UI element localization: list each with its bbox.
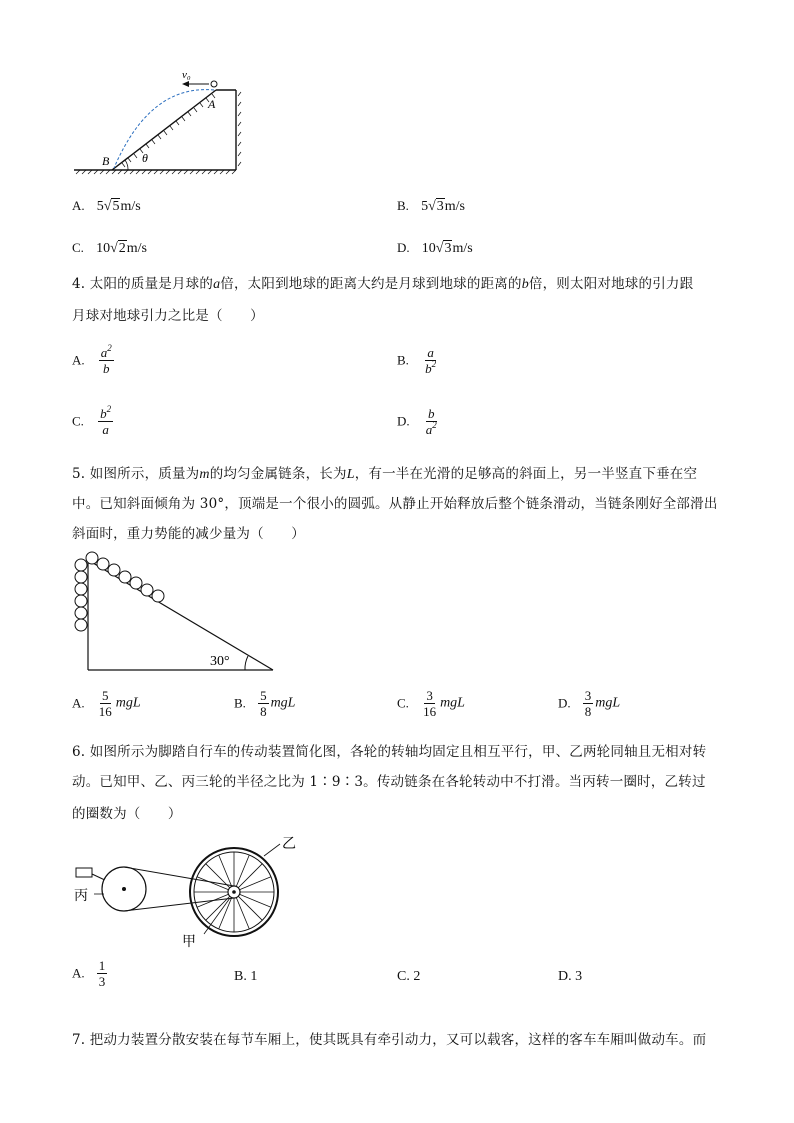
angle-label: θ: [142, 151, 148, 165]
q6-option-b[interactable]: B. 1: [234, 969, 258, 984]
q6-option-a[interactable]: A. $\frac{1}{3}$: [72, 958, 106, 989]
q6-stem-line3: 的圈数为（ ）: [72, 806, 182, 822]
q5-option-c[interactable]: C. $\frac{3}{16}$ mgL: [397, 688, 465, 719]
q5-stem-line3: 斜面时，重力势能的减少量为（ ）: [72, 526, 305, 542]
q4-option-c[interactable]: C. $\frac{b^2}{a}$: [72, 404, 112, 437]
ball: [211, 81, 217, 87]
angle-arc: [125, 160, 128, 170]
q3-option-c[interactable]: C. 10√2m/s: [72, 240, 147, 256]
q3-option-b[interactable]: B. 5√3m/s: [397, 198, 465, 214]
point-a-label: A: [208, 97, 216, 111]
q4-option-d[interactable]: D. $\frac{b}{a^2}$: [397, 406, 437, 437]
q5-stem-line1: 5. 如图所示，质量为m的均匀金属链条，长为L，有一半在光滑的足够高的斜面上，另一半竖直下垂在空: [72, 466, 698, 482]
q6-option-c[interactable]: C. 2: [397, 969, 421, 984]
q7-stem-line1: 7. 把动力装置分散安装在每节车厢上，使其既具有牵引动力，又可以载客，这样的客车车厢叫做动车。而: [72, 1032, 707, 1048]
q4-stem-line2: 月球对地球引力之比是（ ）: [72, 308, 264, 324]
q5-stem-line2: 中。已知斜面倾角为 30°，顶端是一个很小的圆弧。从静止开始释放后整个链条滑动，当链条刚好全部滑出: [72, 496, 718, 512]
angle-label: 30°: [210, 654, 230, 669]
ground: [74, 170, 236, 174]
projectile-incline-figure: [70, 66, 250, 178]
q3-option-d[interactable]: D. 10√3m/s: [397, 240, 473, 256]
q3-option-a[interactable]: A. 5√5m/s: [72, 198, 141, 214]
chain-incline-figure: [70, 550, 280, 675]
q5-option-d[interactable]: D. $\frac{3}{8}$ mgL: [558, 688, 621, 719]
q5-option-b[interactable]: B. $\frac{5}{8}$ mgL: [234, 688, 296, 719]
q6-stem-line2: 动。已知甲、乙、丙三轮的半径之比为 1∶9∶3。传动链条在各轮转动中不打滑。当丙转一圈时，乙转过: [72, 774, 706, 790]
label-yi: 乙: [282, 836, 296, 852]
q4-option-b[interactable]: B. $\frac{a}{b^2}$: [397, 345, 437, 376]
q4-stem-line1: 4. 太阳的质量是月球的a倍，太阳到地球的距离大约是月球到地球的距离的b倍，则太阳对地球的引力跟: [72, 276, 694, 292]
q4-option-a[interactable]: A. $\frac{a^2}{b}$: [72, 343, 112, 376]
v0-label: v₀: [182, 69, 191, 81]
label-bing: 丙: [74, 888, 88, 904]
incline: [112, 90, 241, 170]
bicycle-drive-figure: [70, 834, 310, 964]
point-b-label: B: [102, 154, 110, 168]
q6-option-d[interactable]: D. 3: [558, 969, 583, 984]
q5-option-a[interactable]: A. $\frac{5}{16}$ mgL: [72, 688, 141, 719]
label-jia: 甲: [182, 934, 196, 950]
q6-stem-line1: 6. 如图所示为脚踏自行车的传动装置简化图，各轮的转轴均固定且相互平行，甲、乙两轮同轴且无相对转: [72, 744, 707, 760]
